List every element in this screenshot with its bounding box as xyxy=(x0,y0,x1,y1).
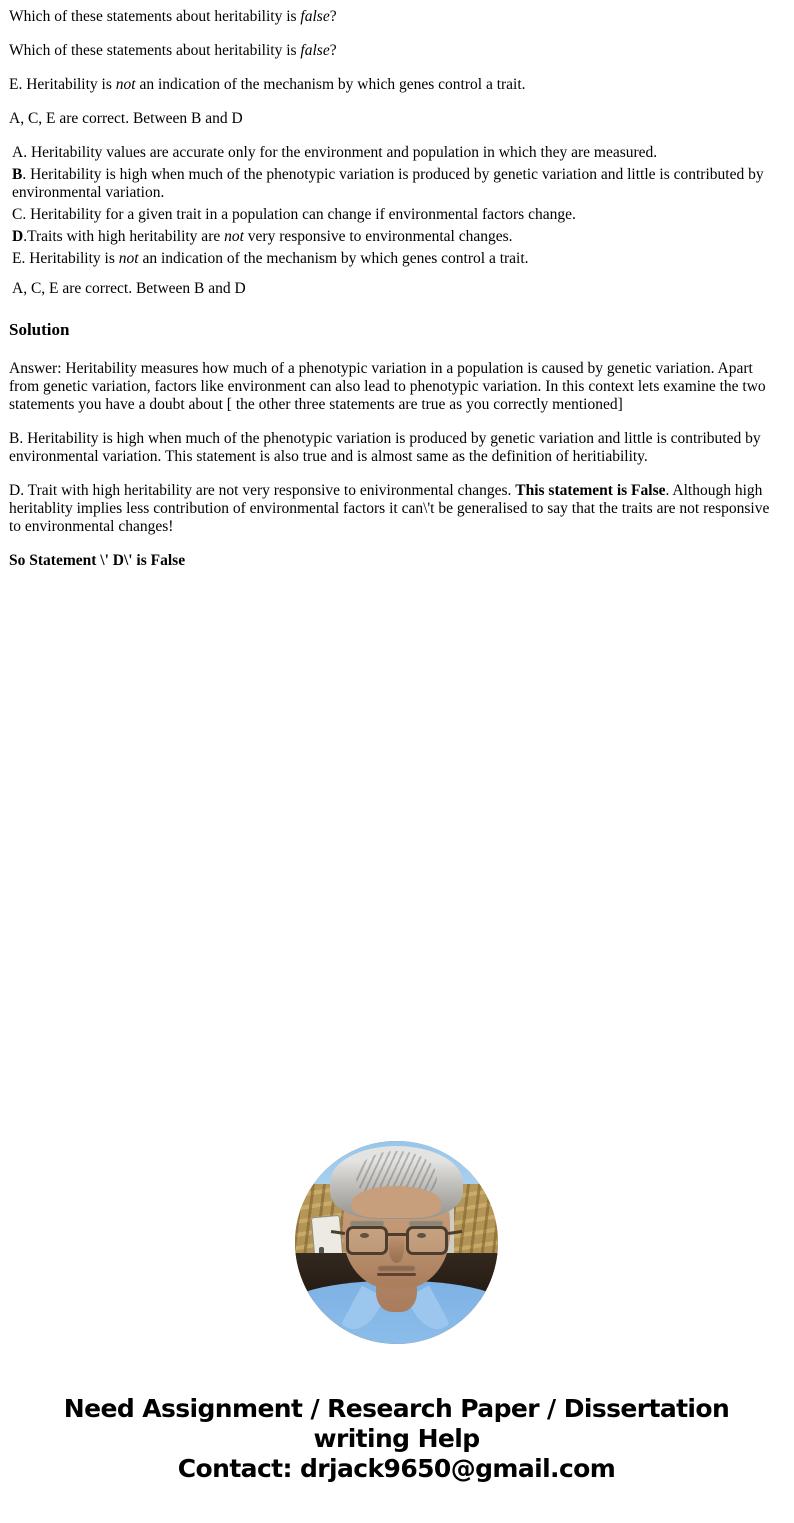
option-row-d xyxy=(12,228,784,246)
question-paragraph-2 xyxy=(9,42,784,60)
solution-d-pre: D. Trait with high heritability are not very responsive to enivironmental changes. xyxy=(9,482,516,499)
option-text-c: Heritability for a given trait in a population can change if environmental factors change. xyxy=(30,206,576,223)
avatar-mustache-shadow xyxy=(378,1266,415,1271)
options-list xyxy=(12,144,784,268)
avatar-glasses-lens-right xyxy=(406,1226,448,1255)
question-mark: ? xyxy=(329,42,337,59)
option-label-b: B xyxy=(12,166,23,183)
solution-answer-paragraph: Answer: Heritability measures how much of a phenotypic variation in a population is caused by genetic variation. Apart from genetic variation, factors like environment can also lead to phenotypic variation. In this context lets examine the two statements you have a doubt about [ the other three statements are true as you correctly mentioned] xyxy=(9,360,766,413)
option-row-e xyxy=(12,250,784,268)
solution-statement-b-paragraph: B. Heritability is high when much of the phenotypic variation is produced by genetic variation and little is contributed by environmental variation. This statement is also true and is almost same as the definition of heritiability. xyxy=(9,430,761,465)
option-text-e-post: an indication of the mechanism by which genes control a trait. xyxy=(138,250,529,267)
avatar-glasses-lens-left xyxy=(346,1226,388,1255)
option-row-c xyxy=(12,206,784,224)
solution-verdict: So Statement \' D\' is False xyxy=(9,552,186,569)
footer-heading-line-1: Need Assignment / Research Paper / Dissertation xyxy=(63,1394,730,1423)
option-label-d: D xyxy=(12,228,24,245)
option-sep: . xyxy=(22,166,31,183)
option-sep: . xyxy=(23,228,28,245)
avatar-nose xyxy=(389,1234,403,1262)
solution-d-bold-false: This statement is False xyxy=(515,482,666,499)
option-text-b: Heritability is high when much of the phenotypic variation is produced by genetic variation and little is contributed by environmental variation. xyxy=(12,166,764,201)
option-label-e: E xyxy=(12,250,22,267)
option-sep: . xyxy=(23,144,31,161)
option-sep: . xyxy=(22,206,31,223)
option-label-a: A xyxy=(12,144,24,161)
footer-promo xyxy=(9,1394,784,1484)
question-mark: ? xyxy=(329,8,337,25)
option-label-c: C xyxy=(12,206,23,223)
statement-e-paragraph xyxy=(9,76,784,94)
option-text-a: Heritability values are accurate only for the environment and population in which they are measured. xyxy=(30,144,658,161)
option-text-e-pre: Heritability is xyxy=(29,250,119,267)
avatar-forehead xyxy=(352,1186,441,1218)
solution-statement-d-paragraph xyxy=(9,482,784,536)
option-text-d-italic-not: not xyxy=(224,228,244,245)
statement-e-italic-not: not xyxy=(115,76,136,93)
solution-heading: Solution xyxy=(9,320,70,339)
statement-e-post: an indication of the mechanism by which genes control a trait. xyxy=(135,76,526,93)
option-sep: . xyxy=(21,250,30,267)
question-text: Which of these statements about heritability is xyxy=(9,42,301,59)
avatar-photo xyxy=(295,1141,498,1344)
question-paragraph-1 xyxy=(9,8,784,26)
question-italic-false: false xyxy=(300,8,330,25)
option-text-d-pre: Traits with high heritability are xyxy=(27,228,225,245)
option-row-b xyxy=(12,166,784,202)
solution-d-post: . Although high heritablity implies less contribution of environmental factors it can\'t be generalised to say that the traits are not responsive to environmental changes! xyxy=(9,482,770,535)
conclusion-paragraph-2: A, C, E are correct. Between B and D xyxy=(12,280,246,297)
tutor-avatar xyxy=(295,1141,498,1344)
footer-heading-line-2: writing Help xyxy=(313,1424,480,1453)
option-text-e-italic-not: not xyxy=(118,250,139,267)
question-italic-false: false xyxy=(300,42,330,59)
statement-e-pre: E. Heritability is xyxy=(9,76,116,93)
option-row-a xyxy=(12,144,784,162)
option-text-d-post: very responsive to environmental changes. xyxy=(243,228,513,245)
footer-contact-email: Contact: drjack9650@gmail.com xyxy=(177,1454,616,1483)
avatar-mouth xyxy=(377,1273,416,1276)
conclusion-paragraph-1: A, C, E are correct. Between B and D xyxy=(9,110,243,127)
question-text: Which of these statements about heritability is xyxy=(9,8,301,25)
